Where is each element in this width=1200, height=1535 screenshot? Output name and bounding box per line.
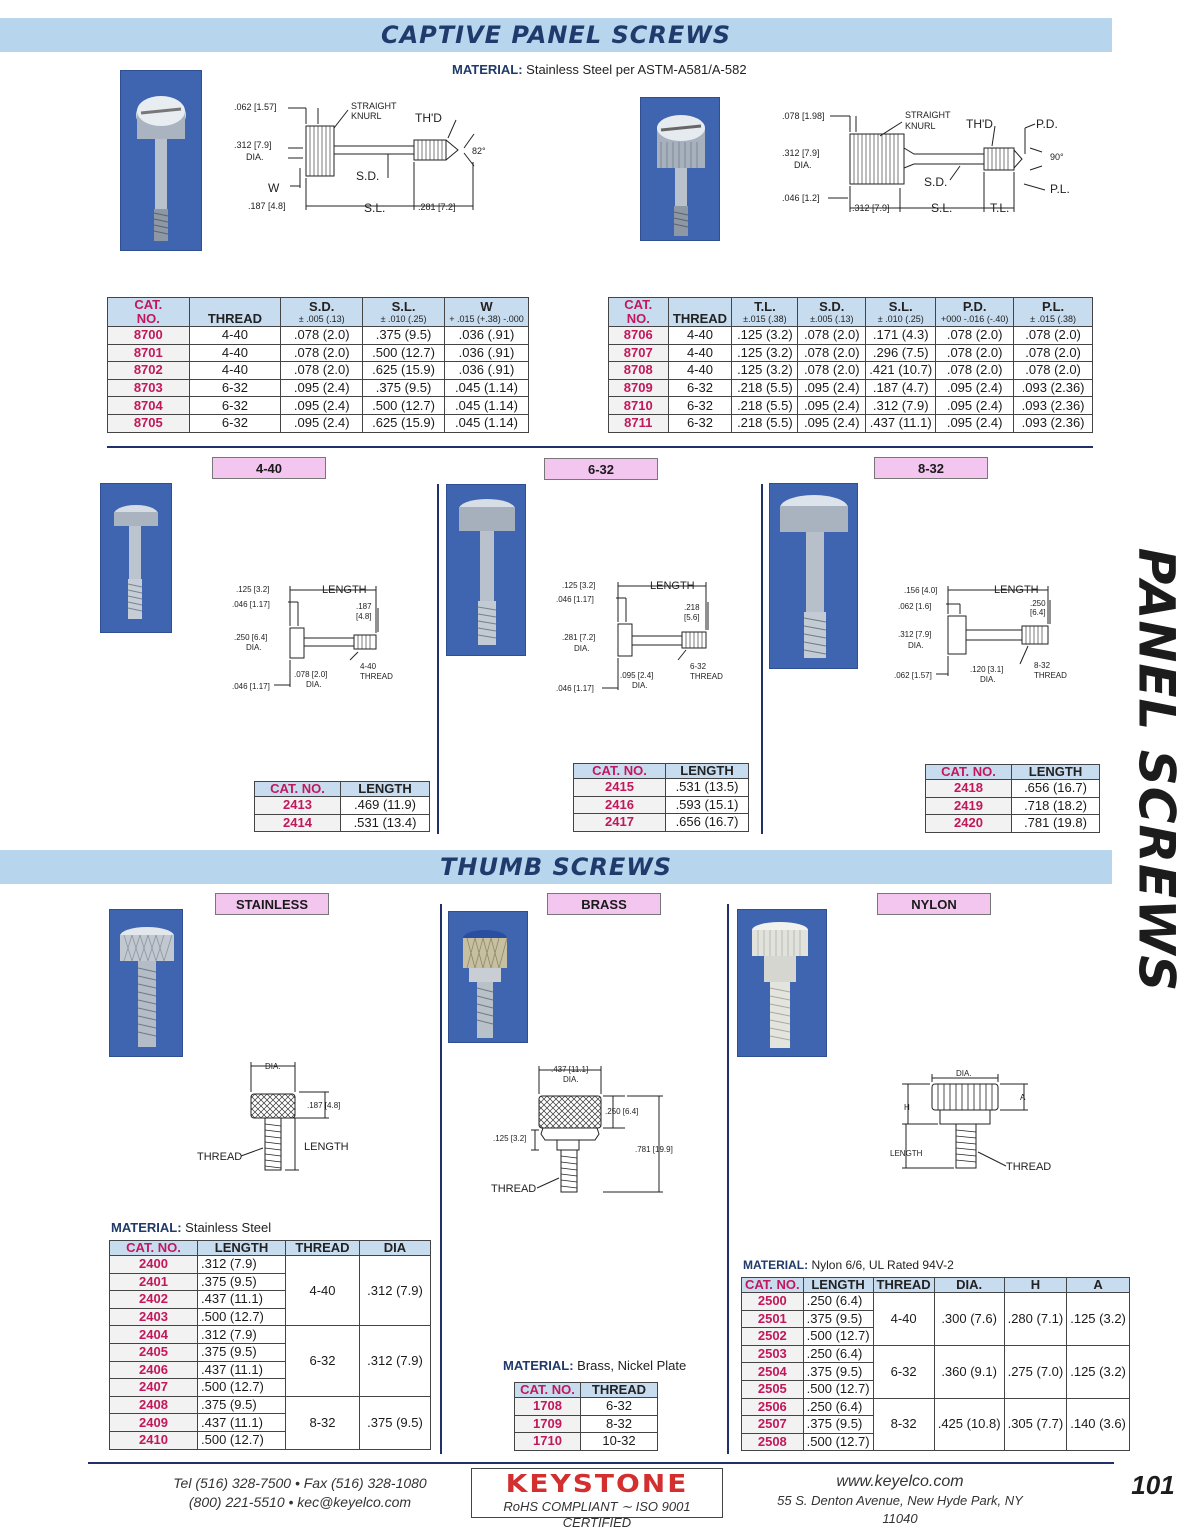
screw-photo-6-32 [446,484,526,656]
thumb-section-band [0,850,1112,884]
table-row: 2503 .250 (6.4) 6-32 .360 (9.1) .275 (7.0) .125 (3.2) [742,1345,1130,1363]
table-row: 2415 .531 (13.5) [574,779,749,797]
footer-web [760,1472,1040,1528]
svg-text:6-32: 6-32 [690,662,707,671]
table-8-32: CAT. NO. LENGTH 2418 .656 (16.7) 2419 .718 (18.2) 2420 .781 (19.8) [925,764,1100,833]
col-sd: S.D. ± .005 (.13) [281,298,363,327]
table-row: 2400 .312 (7.9) 4-40 .312 (7.9) [110,1256,431,1274]
svg-text:.062 [1.6]: .062 [1.6] [898,602,932,611]
table-row: 2502 .500 (12.7) [742,1328,1130,1346]
certifications: RoHS COMPLIANT ∼ ISO 9001 CERTIFIED [503,1499,691,1530]
svg-text:.281 [7.2]: .281 [7.2] [418,202,456,212]
svg-text:S.D.: S.D. [924,175,948,189]
captive-table-right [608,297,1093,433]
col-cat-no: CAT. NO. [609,298,669,327]
divider-vertical [727,904,729,1454]
svg-text:THREAD: THREAD [690,672,723,681]
svg-text:STRAIGHT: STRAIGHT [905,110,951,120]
col-sd: S.D. ±.005 (.13) [798,298,866,327]
svg-text:LENGTH: LENGTH [304,1141,349,1153]
table-row: 8704 6-32 .095 (2.4) .500 (12.7) .045 (1.14) [108,397,529,415]
svg-text:LENGTH: LENGTH [890,1149,923,1158]
svg-text:P.D.: P.D. [1036,117,1058,131]
svg-text:.781 [19.9]: .781 [19.9] [635,1145,673,1154]
table-row: 2409 .437 (11.1) [110,1414,431,1432]
captive-section-title: CAPTIVE PANEL SCREWS [380,21,732,49]
svg-text:.046 [1.17]: .046 [1.17] [556,595,594,604]
table-row: 8710 6-32 .218 (5.5) .095 (2.4) .312 (7.9) .095 (2.4) .093 (2.36) [609,397,1093,415]
svg-text:.250 [6.4]: .250 [6.4] [234,633,268,642]
table-row: 8706 4-40 .125 (3.2) .078 (2.0) .171 (4.3) .078 (2.0) .078 (2.0) [609,327,1093,345]
svg-text:S.D.: S.D. [356,169,380,183]
svg-text:S.L.: S.L. [364,201,386,215]
table-row: 2404 .312 (7.9) 6-32 .312 (7.9) [110,1326,431,1344]
svg-text:90°: 90° [1050,152,1064,162]
footer-contact [150,1474,450,1512]
table-row: 2401 .375 (9.5) [110,1273,431,1291]
thumb-section-title: THUMB SCREWS [439,853,672,881]
svg-text:THREAD: THREAD [1006,1161,1052,1173]
svg-text:DIA.: DIA. [956,1069,972,1078]
svg-text:DIA.: DIA. [908,641,924,650]
diagram-stainless [195,1058,365,1176]
table-row: 2501 .375 (9.5) [742,1310,1130,1328]
tag-nylon: NYLON [877,893,991,915]
svg-text:[6.4]: [6.4] [1030,608,1046,617]
captive-section-band [0,18,1112,52]
captive-diagram-right [780,108,1080,220]
col-tl: T.L. ±.015 (.38) [732,298,798,327]
tag-brass: BRASS [547,893,661,915]
stainless-table: CAT. NO. LENGTH THREAD DIA 2400 .312 (7.9) 4-40 .312 (7.9) 2401 .375 (9.5) 2402 .437 (11.1) 2403 .500 (12.7) 2404 .312 (7.9) 6-32 .312 (7.9) 2405 .375 (9.5) 2406 .437 (11.1) 2407 .500 (12.7) 2408 .375 (9.5) 8-32 .375 (9.5) 2409 .437 (11.1) 2410 .500 (12.7) [109,1240,431,1450]
table-row: 2402 .437 (11.1) [110,1291,431,1309]
table-row: 2416 .593 (15.1) [574,796,749,814]
svg-text:DIA.: DIA. [632,681,648,690]
captive-screw-photo-right [640,97,720,241]
svg-text:DIA.: DIA. [265,1062,281,1071]
svg-text:.312 [7.9]: .312 [7.9] [898,630,932,639]
table-row: 8709 6-32 .218 (5.5) .095 (2.4) .187 (4.7) .095 (2.4) .093 (2.36) [609,379,1093,397]
tag-stainless: STAINLESS [215,893,329,915]
col-sl: S.L. ± .010 (.25) [363,298,445,327]
table-row: 2413 .469 (11.9) [255,797,430,815]
col-thread: THREAD [189,298,281,327]
svg-text:A: A [1020,1093,1026,1102]
svg-text:[4.8]: [4.8] [356,612,372,621]
svg-text:THREAD: THREAD [197,1151,243,1163]
footer-tel: Tel (516) 328-7500 • Fax (516) 328-1080 [173,1475,427,1491]
svg-text:DIA.: DIA. [306,680,322,689]
table-row: 8707 4-40 .125 (3.2) .078 (2.0) .296 (7.5) .078 (2.0) .078 (2.0) [609,344,1093,362]
website-link[interactable]: www.keyelco.com [836,1473,964,1490]
table-row: 2408 .375 (9.5) 8-32 .375 (9.5) [110,1396,431,1414]
table-row: 8708 4-40 .125 (3.2) .078 (2.0) .421 (10.7) .078 (2.0) .078 (2.0) [609,362,1093,380]
svg-text:4-40: 4-40 [360,662,377,671]
table-row: 2508 .500 (12.7) [742,1433,1130,1451]
svg-text:.046 [1.17]: .046 [1.17] [556,684,594,693]
table-row: 2405 .375 (9.5) [110,1343,431,1361]
svg-text:.125 [3.2]: .125 [3.2] [562,581,596,590]
page-number: 101 [1131,1470,1175,1500]
divider [107,446,1093,448]
svg-text:82°: 82° [472,146,486,156]
table-row: 2414 .531 (13.4) [255,814,430,832]
svg-text:LENGTH: LENGTH [650,580,695,592]
tag-6-32: 6-32 [544,458,658,480]
table-row: 8701 4-40 .078 (2.0) .500 (12.7) .036 (.91) [108,344,529,362]
svg-text:.062 [1.57]: .062 [1.57] [894,671,932,680]
svg-text:DIA.: DIA. [794,160,812,170]
svg-text:.187: .187 [356,602,372,611]
svg-text:DIA.: DIA. [980,675,996,684]
thumb-photo-nylon [737,909,827,1057]
tag-8-32: 8-32 [874,457,988,479]
svg-text:THREAD: THREAD [1034,671,1067,680]
table-row: 2417 .656 (16.7) [574,814,749,832]
table-row: 2403 .500 (12.7) [110,1308,431,1326]
table-row: 8711 6-32 .218 (5.5) .095 (2.4) .437 (11.1) .095 (2.4) .093 (2.36) [609,414,1093,432]
svg-text:DIA.: DIA. [246,152,264,162]
svg-text:.281 [7.2]: .281 [7.2] [562,633,596,642]
footer-email: (800) 221-5510 • kec@keyelco.com [188,1494,412,1510]
svg-text:.312 [7.9]: .312 [7.9] [782,148,820,158]
captive-material: MATERIAL: Stainless Steel per ASTM-A581/A-582 [452,62,747,77]
svg-text:.078 [1.98]: .078 [1.98] [782,111,825,121]
col-sl: S.L. ± .010 (.25) [866,298,936,327]
svg-text:.156 [4.0]: .156 [4.0] [904,586,938,595]
table-row: 2506 .250 (6.4) 8-32 .425 (10.8) .305 (7.7) .140 (3.6) [742,1398,1130,1416]
captive-screw-photo-left [120,70,202,251]
captive-table-left [107,297,529,433]
col-pl: P.L. ± .015 (.38) [1014,298,1093,327]
col-w: W + .015 (+.38) -.000 [444,298,528,327]
svg-text:LENGTH: LENGTH [322,584,367,596]
table-row: 2420 .781 (19.8) [926,815,1100,833]
stainless-material: MATERIAL: Stainless Steel [111,1220,272,1235]
table-row: 2407 .500 (12.7) [110,1379,431,1397]
svg-text:KNURL: KNURL [905,121,936,131]
table-row: 8702 4-40 .078 (2.0) .625 (15.9) .036 (.91) [108,362,529,380]
nylon-material: MATERIAL: Nylon 6/6, UL Rated 94V-2 [743,1258,954,1272]
col-thread: THREAD [668,298,732,327]
svg-text:.125 [3.2]: .125 [3.2] [493,1134,527,1143]
svg-text:.046 [1.17]: .046 [1.17] [232,682,270,691]
svg-text:8-32: 8-32 [1034,661,1051,670]
table-row: 2406 .437 (11.1) [110,1361,431,1379]
svg-text:TH'D: TH'D [966,117,993,131]
divider-vertical [440,904,442,1454]
svg-text:.125 [3.2]: .125 [3.2] [236,585,270,594]
table-row: 2410 .500 (12.7) [110,1431,431,1449]
table-4-40: CAT. NO. LENGTH 2413 .469 (11.9) 2414 .531 (13.4) [254,781,430,832]
table-row: 2418 .656 (16.7) [926,780,1100,798]
col-pd: P.D. +000 -.016 (-.40) [936,298,1014,327]
table-row: 1708 6-32 [515,1398,658,1416]
table-row: 1709 8-32 [515,1415,658,1433]
side-title: PANEL SCREWS [1127,547,1186,993]
thumb-photo-brass [448,911,528,1043]
svg-text:.187 [4.8]: .187 [4.8] [307,1101,341,1110]
screw-photo-8-32 [769,483,858,669]
brass-material: MATERIAL: Brass, Nickel Plate [503,1358,687,1373]
table-row: 2500 .250 (6.4) 4-40 .300 (7.6) .280 (7.1) .125 (3.2) [742,1293,1130,1311]
svg-text:DIA.: DIA. [574,644,590,653]
table-row: 2419 .718 (18.2) [926,797,1100,815]
diagram-4-40 [228,580,428,695]
divider-vertical [761,484,763,834]
diagram-8-32 [892,582,1092,687]
svg-text:[5.6]: [5.6] [684,613,700,622]
svg-text:W: W [268,181,280,195]
svg-text:DIA.: DIA. [563,1075,579,1084]
nylon-table: CAT. NO. LENGTH THREAD DIA. H A 2500 .250 (6.4) 4-40 .300 (7.6) .280 (7.1) .125 (3.2) 2501 .375 (9.5) 2502 .500 (12.7) 2503 .250 (6.4) 6-32 .360 (9.1) .275 (7.0) .125 (3.2) 2504 .375 (9.5) 2505 .500 (12.7) 2506 .250 (6.4) 8-32 .425 (10.8) .305 (7.7) .140 (3.6) 2507 .375 (9.5) 2508 .500 (12.7) [741,1277,1130,1451]
svg-text:.046 [1.17]: .046 [1.17] [232,600,270,609]
table-row: 2507 .375 (9.5) [742,1416,1130,1434]
table-row: 8703 6-32 .095 (2.4) .375 (9.5) .045 (1.14) [108,379,529,397]
col-cat-no: CAT. NO. [108,298,190,327]
table-row: 2505 .500 (12.7) [742,1380,1130,1398]
keystone-logo-box [471,1468,723,1530]
diagram-6-32 [554,578,754,693]
tag-4-40: 4-40 [212,457,326,479]
svg-text:H: H [904,1103,910,1112]
svg-text:THREAD: THREAD [491,1183,537,1195]
svg-text:T.L.: T.L. [990,201,1010,215]
table-row: 2504 .375 (9.5) [742,1363,1130,1381]
svg-text:.250: .250 [1030,599,1046,608]
svg-text:LENGTH: LENGTH [994,584,1039,596]
table-row: 8705 6-32 .095 (2.4) .625 (15.9) .045 (1.14) [108,414,529,432]
divider-vertical [437,484,439,834]
table-row: 1710 10-32 [515,1433,658,1451]
footer-rule [88,1462,1114,1464]
svg-text:.312 [7.9]: .312 [7.9] [234,140,272,150]
thumb-photo-stainless [109,909,183,1057]
diagram-brass [487,1060,697,1200]
svg-text:.187 [4.8]: .187 [4.8] [248,201,286,211]
svg-text:KNURL: KNURL [351,111,382,121]
svg-text:P.L.: P.L. [1050,182,1070,196]
svg-text:TH'D: TH'D [415,111,442,125]
svg-text:.062 [1.57]: .062 [1.57] [234,102,277,112]
svg-text:.250 [6.4]: .250 [6.4] [605,1107,639,1116]
svg-text:.437 [11.1]: .437 [11.1] [551,1065,589,1074]
svg-text:THREAD: THREAD [360,672,393,681]
brass-table: CAT. NO. THREAD 1708 6-32 1709 8-32 1710 10-32 [514,1382,658,1451]
keystone-logo: KEYSTONE [505,1468,689,1499]
svg-text:.078 [2.0]: .078 [2.0] [294,670,328,679]
svg-text:.218: .218 [684,603,700,612]
svg-text:.046 [1.2]: .046 [1.2] [782,193,820,203]
screw-photo-4-40 [100,483,172,633]
svg-text:.120 [3.1]: .120 [3.1] [970,665,1004,674]
captive-diagram-left [228,98,498,218]
svg-text:STRAIGHT: STRAIGHT [351,101,397,111]
table-6-32: CAT. NO. LENGTH 2415 .531 (13.5) 2416 .593 (15.1) 2417 .656 (16.7) [573,763,749,832]
svg-text:.095 [2.4]: .095 [2.4] [620,671,654,680]
svg-text:DIA.: DIA. [246,643,262,652]
address: 55 S. Denton Avenue, New Hyde Park, NY 11040 [777,1493,1023,1526]
table-row: 8700 4-40 .078 (2.0) .375 (9.5) .036 (.91) [108,327,529,345]
svg-text:S.L.: S.L. [931,201,953,215]
diagram-nylon [886,1066,1056,1176]
svg-text:.312 [7.9]: .312 [7.9] [852,203,890,213]
